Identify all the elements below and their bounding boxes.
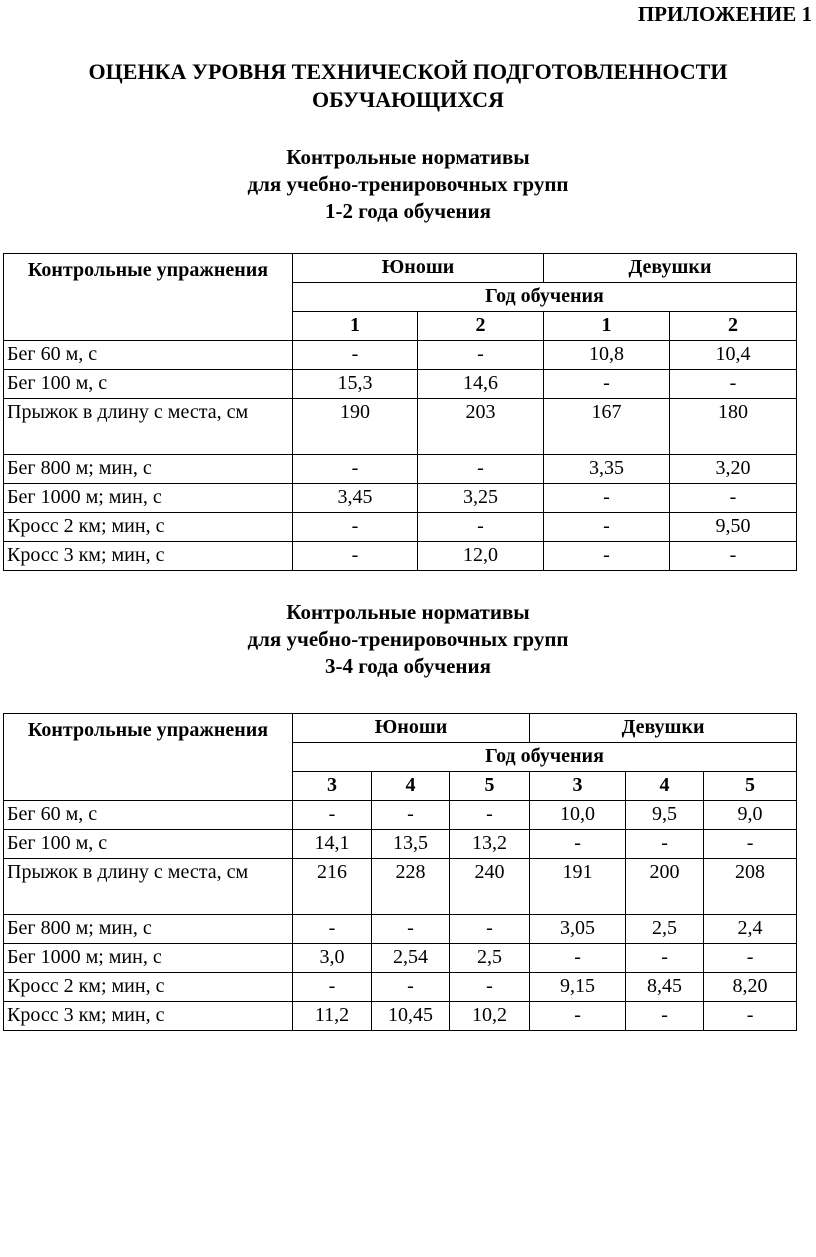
norm-value: 203 (418, 399, 544, 455)
exercise-name: Бег 100 м, с (4, 370, 293, 399)
norms-table-3-4-years (3, 713, 797, 1031)
table-row (4, 915, 797, 944)
norm-value: 10,0 (530, 801, 626, 830)
norm-value: 167 (544, 399, 670, 455)
section2-title-line-1: Контрольные нормативы (286, 600, 530, 624)
norm-value: 3,45 (293, 484, 418, 513)
norm-value: - (704, 830, 797, 859)
norm-value: 3,35 (544, 455, 670, 484)
norm-value: - (530, 830, 626, 859)
norm-value: - (626, 830, 704, 859)
section2-title (0, 599, 816, 680)
table-row (4, 399, 797, 455)
table-row (4, 370, 797, 399)
year-header: 1 (293, 312, 418, 341)
table-row (4, 1002, 797, 1031)
table-row (4, 513, 797, 542)
year-header: 5 (704, 772, 797, 801)
norm-value: - (372, 973, 450, 1002)
norm-value: 14,6 (418, 370, 544, 399)
norm-value: 13,2 (450, 830, 530, 859)
exercise-name: Прыжок в длину с места, см (4, 399, 293, 455)
norm-value: - (530, 944, 626, 973)
norm-value: 15,3 (293, 370, 418, 399)
page-title-line-1: ОЦЕНКА УРОВНЯ ТЕХНИЧЕСКОЙ ПОДГОТОВЛЕННОСТИ (88, 59, 728, 84)
norm-value: - (704, 944, 797, 973)
norm-value: 10,8 (544, 341, 670, 370)
norm-value: - (293, 973, 372, 1002)
page-title-line-2: ОБУЧАЮЩИХСЯ (312, 87, 504, 112)
table-row (4, 859, 797, 915)
norm-value: 14,1 (293, 830, 372, 859)
norm-value: 10,4 (670, 341, 797, 370)
norm-value: 8,20 (704, 973, 797, 1002)
table-row (4, 801, 797, 830)
exercise-name: Прыжок в длину с места, см (4, 859, 293, 915)
norm-value: 191 (530, 859, 626, 915)
norm-value: 216 (293, 859, 372, 915)
section1-title (0, 144, 816, 225)
norm-value: - (418, 455, 544, 484)
norm-value: - (626, 1002, 704, 1031)
norm-value: - (670, 484, 797, 513)
norm-value: 9,0 (704, 801, 797, 830)
norm-value: 8,45 (626, 973, 704, 1002)
norm-value: 3,25 (418, 484, 544, 513)
section1-title-line-2: для учебно-тренировочных групп (247, 172, 569, 196)
norm-value: 12,0 (418, 542, 544, 571)
exercise-name: Бег 800 м; мин, с (4, 915, 293, 944)
norm-value: 10,2 (450, 1002, 530, 1031)
norm-value: - (544, 484, 670, 513)
exercise-name: Бег 800 м; мин, с (4, 455, 293, 484)
table-row (4, 484, 797, 513)
norm-value: 180 (670, 399, 797, 455)
norm-value: - (293, 542, 418, 571)
exercises-header: Контрольные упражнения (4, 714, 293, 801)
norm-value: - (544, 513, 670, 542)
norm-value: - (450, 801, 530, 830)
norm-value: - (293, 801, 372, 830)
norm-value: 2,5 (626, 915, 704, 944)
norms-table-1-2-years (3, 253, 797, 571)
table-row (4, 973, 797, 1002)
norm-value: - (293, 455, 418, 484)
norm-value: - (670, 370, 797, 399)
exercise-name: Бег 100 м, с (4, 830, 293, 859)
year-header: 4 (372, 772, 450, 801)
exercise-name: Кросс 2 км; мин, с (4, 513, 293, 542)
exercise-name: Бег 1000 м; мин, с (4, 944, 293, 973)
exercise-name: Бег 60 м, с (4, 341, 293, 370)
norm-value: 11,2 (293, 1002, 372, 1031)
year-header: 5 (450, 772, 530, 801)
section2-title-line-3: 3-4 года обучения (325, 654, 491, 678)
year-header: 2 (418, 312, 544, 341)
exercise-name: Кросс 3 км; мин, с (4, 1002, 293, 1031)
section2-title-line-2: для учебно-тренировочных групп (247, 627, 569, 651)
norm-value: 13,5 (372, 830, 450, 859)
norm-value: 10,45 (372, 1002, 450, 1031)
table-row (4, 455, 797, 484)
exercises-header: Контрольные упражнения (4, 254, 293, 341)
year-of-study-header: Год обучения (293, 283, 797, 312)
norm-value: 208 (704, 859, 797, 915)
exercise-name: Кросс 2 км; мин, с (4, 973, 293, 1002)
norm-value: - (704, 1002, 797, 1031)
appendix-label: ПРИЛОЖЕНИЕ 1 (637, 2, 812, 26)
norm-value: - (293, 513, 418, 542)
exercise-name: Бег 60 м, с (4, 801, 293, 830)
year-header: 3 (293, 772, 372, 801)
year-header: 3 (530, 772, 626, 801)
norm-value: - (418, 341, 544, 370)
norm-value: - (670, 542, 797, 571)
norm-value: - (293, 915, 372, 944)
norm-value: - (372, 801, 450, 830)
girls-header: Девушки (544, 254, 797, 283)
norm-value: 9,50 (670, 513, 797, 542)
section1-title-line-1: Контрольные нормативы (286, 145, 530, 169)
norm-value: - (372, 915, 450, 944)
norm-value: 3,05 (530, 915, 626, 944)
norm-value: 9,5 (626, 801, 704, 830)
norm-value: - (530, 1002, 626, 1031)
norm-value: 200 (626, 859, 704, 915)
norm-value: 190 (293, 399, 418, 455)
year-of-study-header: Год обучения (293, 743, 797, 772)
year-header: 2 (670, 312, 797, 341)
boys-header: Юноши (293, 714, 530, 743)
norm-value: 9,15 (530, 973, 626, 1002)
norm-value: - (544, 542, 670, 571)
norm-value: - (626, 944, 704, 973)
norm-value: 2,5 (450, 944, 530, 973)
norm-value: - (293, 341, 418, 370)
exercise-name: Кросс 3 км; мин, с (4, 542, 293, 571)
table-row (4, 944, 797, 973)
norm-value: 2,54 (372, 944, 450, 973)
norm-value: 3,0 (293, 944, 372, 973)
norm-value: - (450, 973, 530, 1002)
section1-title-line-3: 1-2 года обучения (325, 199, 491, 223)
norm-value: - (544, 370, 670, 399)
table-row (4, 830, 797, 859)
girls-header: Девушки (530, 714, 797, 743)
table-row (4, 542, 797, 571)
norm-value: 2,4 (704, 915, 797, 944)
boys-header: Юноши (293, 254, 544, 283)
table-row (4, 341, 797, 370)
norm-value: 240 (450, 859, 530, 915)
norm-value: 228 (372, 859, 450, 915)
year-header: 4 (626, 772, 704, 801)
page-title (0, 58, 816, 114)
exercise-name: Бег 1000 м; мин, с (4, 484, 293, 513)
norm-value: - (418, 513, 544, 542)
norm-value: 3,20 (670, 455, 797, 484)
year-header: 1 (544, 312, 670, 341)
norm-value: - (450, 915, 530, 944)
